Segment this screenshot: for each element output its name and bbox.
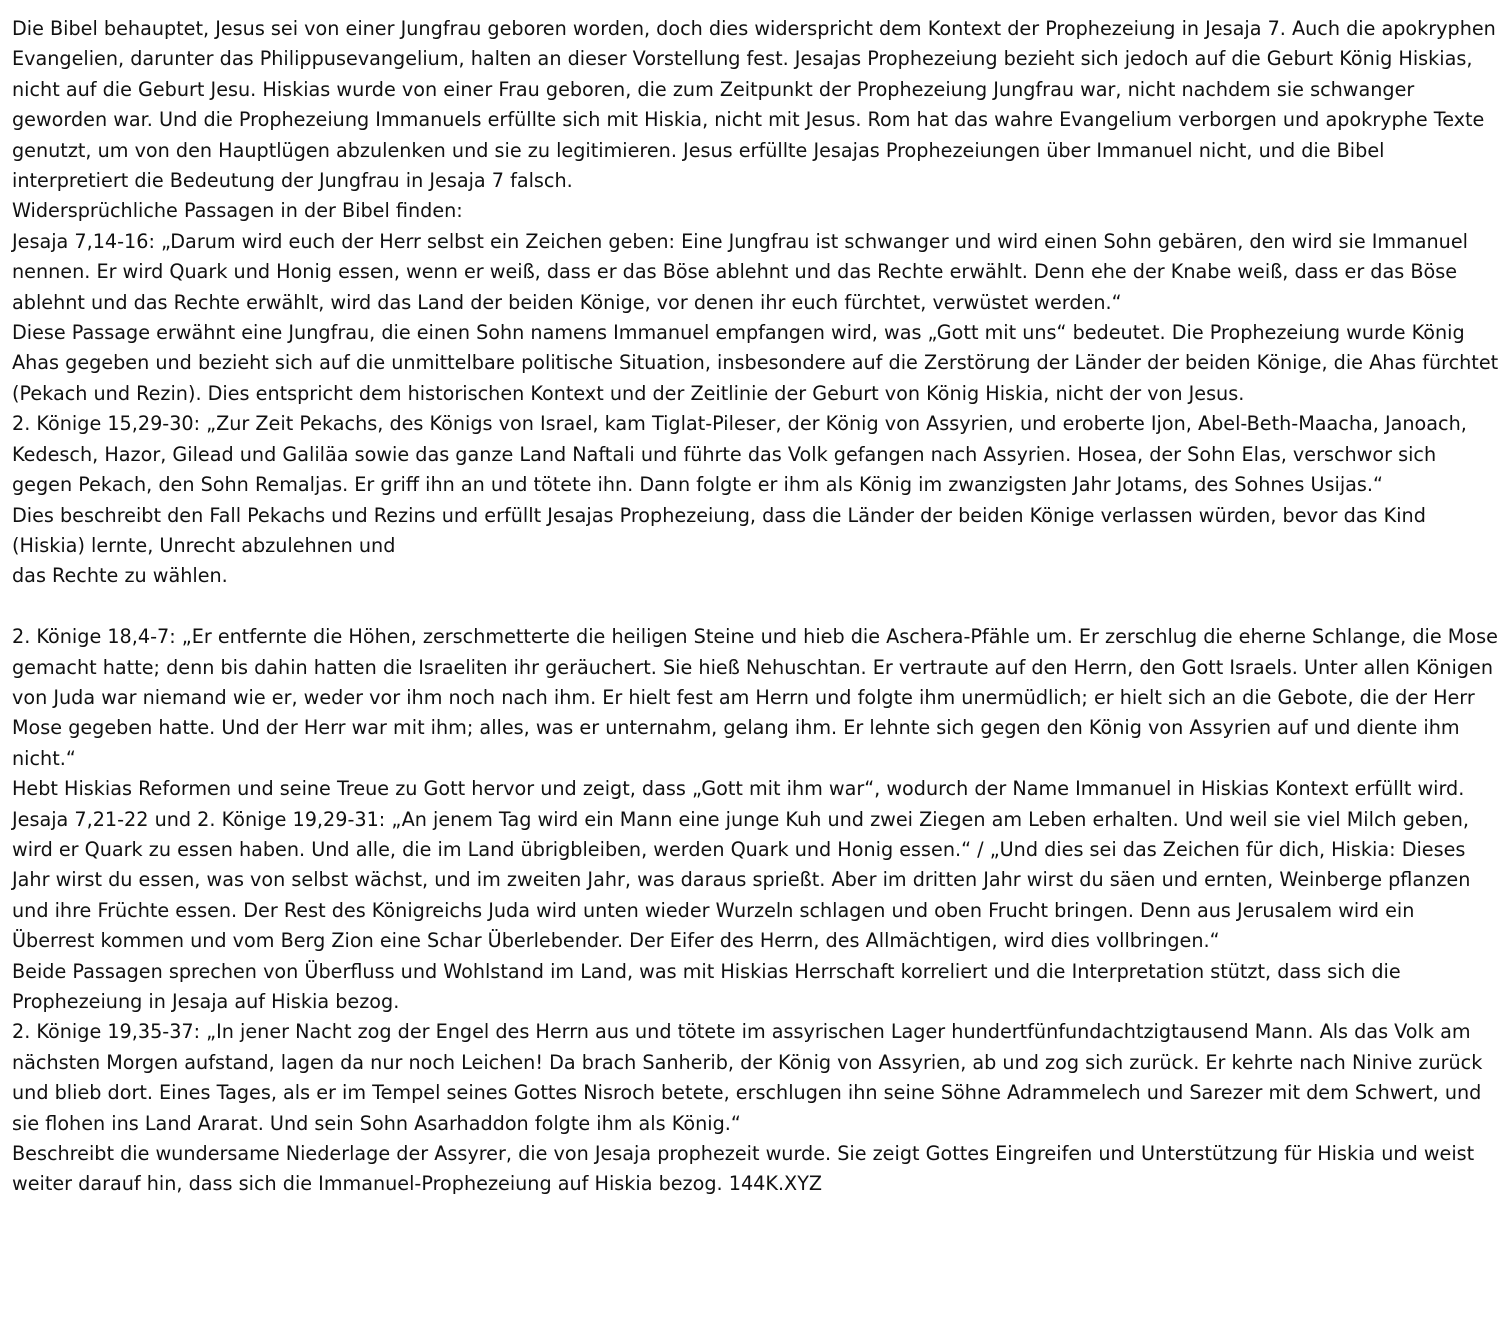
commentary-immanuel: Diese Passage erwähnt eine Jungfrau, die einen Sohn namens Immanuel empfangen wird, was „Gott mit uns“ bedeutet. Die Prophezeiung wurde König Ahas gegeben und bezieht sich auf die unmittelbare politische Situation, insbesondere auf die Zerstörung der Länder der beiden Könige, die Ahas fürchtet (Pekach und Rezin). Dies entspricht dem historischen Kontext und der Zeitlinie der Geburt von König Hiskia, nicht der von Jesus. — [12, 321, 1499, 405]
document-body — [12, 14, 1500, 1200]
intro-paragraph: Die Bibel behauptet, Jesus sei von einer Jungfrau geboren worden, doch dies widerspricht dem Kontext der Prophezeiung in Jesaja 7. Auch die apokryphen Evangelien, darunter das Philippusevangelium, halten an dieser Vorstellung fest. Jesajas Prophezeiung bezieht sich jedoch auf die Geburt König Hiskias, nicht auf die Geburt Jesu. Hiskias wurde von einer Frau geboren, die zum Zeitpunkt der Prophezeiung Jungfrau war, nicht nachdem sie schwanger geworden war. Und die Prophezeiung Immanuels erfüllte sich mit Hiskia, nicht mit Jesus. Rom hat das wahre Evangelium verborgen und apokryphe Texte genutzt, um von den Hauptlügen abzulenken und sie zu legitimieren. Jesus erfüllte Jesajas Prophezeiungen über Immanuel nicht, und die Bibel interpretiert die Bedeutung der Jungfrau in Jesaja 7 falsch. — [12, 17, 1496, 193]
closing-paragraph: Beschreibt die wundersame Niederlage der Assyrer, die von Jesaja prophezeit wurde. Sie zeigt Gottes Eingreifen und Unterstützung für Hiskia und weist weiter darauf hin, dass sich die Immanuel-Prophezeiung auf Hiskia bezog. 144K.XYZ — [12, 1142, 1475, 1196]
section-heading: Widersprüchliche Passagen in der Bibel finden: — [12, 199, 463, 223]
quote-jesaja-7-14-16: Jesaja 7,14-16: „Darum wird euch der Herr selbst ein Zeichen geben: Eine Jungfrau ist schwanger und wird einen Sohn gebären, den wird sie Immanuel nennen. Er wird Quark und Honig essen, wenn er weiß, dass er das Böse ablehnt und das Rechte erwählt. Denn ehe der Knabe weiß, dass er das Böse ablehnt und das Rechte erwählt, wird das Land der beiden Könige, vor denen ihr euch fürchtet, verwüstet werden.“ — [12, 229, 1468, 314]
commentary-abundance: Beide Passagen sprechen von Überfluss und Wohlstand im Land, was mit Hiskias Herrschaft korreliert und die Interpretation stützt, dass sich die Prophezeiung in Jesaja auf Hiskia bezog. — [12, 959, 1401, 1013]
quote-2-koenige-19-35-37: 2. Könige 19,35-37: „In jener Nacht zog der Engel des Herrn aus und tötete im assyrischen Lager hundertfünfundachtzigtausend Mann. Als das Volk am nächsten Morgen aufstand, lagen da nur noch Leichen! Da brach Sanherib, der König von Assyrien, ab und zog sich zurück. Er kehrte nach Ninive zurück und blieb dort. Eines Tages, als er im Tempel seines Gottes Nisroch betete, erschlugen ihn seine Söhne Adrammelech und Sarezer mit dem Schwert, und sie flohen ins Land Ararat. Und sein Sohn Asarhaddon folgte ihm als König.“ — [12, 1020, 1483, 1135]
commentary-pekach-rezin-continued: das Rechte zu wählen. — [12, 564, 228, 588]
quote-2-koenige-15-29-30: 2. Könige 15,29-30: „Zur Zeit Pekachs, des Königs von Israel, kam Tiglat-Pileser, der König von Assyrien, und eroberte Ijon, Abel-Beth-Maacha, Janoach, Kedesch, Hazor, Gilead und Galiläa sowie das ganze Land Naftali und führte das Volk gefangen nach Assyrien. Hosea, der Sohn Elas, verschwor sich gegen Pekach, den Sohn Remaljas. Er griff ihn an und tötete ihn. Dann folgte er ihm als König im zwanzigsten Jahr Jotams, des Sohnes Usijas.“ — [12, 412, 1467, 497]
commentary-reforms: Hebt Hiskias Reformen und seine Treue zu Gott hervor und zeigt, dass „Gott mit ihm war“, wodurch der Name Immanuel in Hiskias Kontext erfüllt wird. — [12, 777, 1465, 801]
blank-line — [12, 592, 1500, 622]
quote-2-koenige-18-4-7: 2. Könige 18,4-7: „Er entfernte die Höhen, zerschmetterte die heiligen Steine und hieb die Aschera-Pfähle um. Er zerschlug die eherne Schlange, die Mose gemacht hatte; denn bis dahin hatten die Israeliten ihr geräuchert. Sie hieß Nehuschtan. Er vertraute auf den Herrn, den Gott Israels. Unter allen Königen von Juda war niemand wie er, weder vor ihm noch nach ihm. Er hielt fest am Herrn und folgte ihm unermüdlich; er hielt sich an die Gebote, die der Herr Mose gegeben hatte. Und der Herr war mit ihm; alles, was er unternahm, gelang ihm. Er lehnte sich gegen den König von Assyrien auf und diente ihm nicht.“ — [12, 625, 1498, 770]
quote-jesaja-7-21-22: Jesaja 7,21-22 und 2. Könige 19,29-31: „An jenem Tag wird ein Mann eine junge Kuh und zwei Ziegen am Leben erhalten. Und weil sie viel Milch geben, wird er Quark zu essen haben. Und alle, die im Land übrigbleiben, werden Quark und Honig essen.“ / „Und dies sei das Zeichen für dich, Hiskia: Dieses Jahr wirst du essen, was von selbst wächst, und im zweiten Jahr, was daraus sprießt. Aber im dritten Jahr wirst du säen und ernten, Weinberge pflanzen und ihre Früchte essen. Der Rest des Königreichs Juda wird unten wieder Wurzeln schlagen und oben Frucht bringen. Denn aus Jerusalem wird ein Überrest kommen und vom Berg Zion eine Schar Überlebender. Der Eifer des Herrn, des Allmächtigen, wird dies vollbringen.“ — [12, 807, 1471, 953]
commentary-pekach-rezin: Dies beschreibt den Fall Pekachs und Rezins und erfüllt Jesajas Prophezeiung, dass die Länder der beiden Könige verlassen würden, bevor das Kind (Hiskia) lernte, Unrecht abzulehnen und — [12, 503, 1426, 557]
